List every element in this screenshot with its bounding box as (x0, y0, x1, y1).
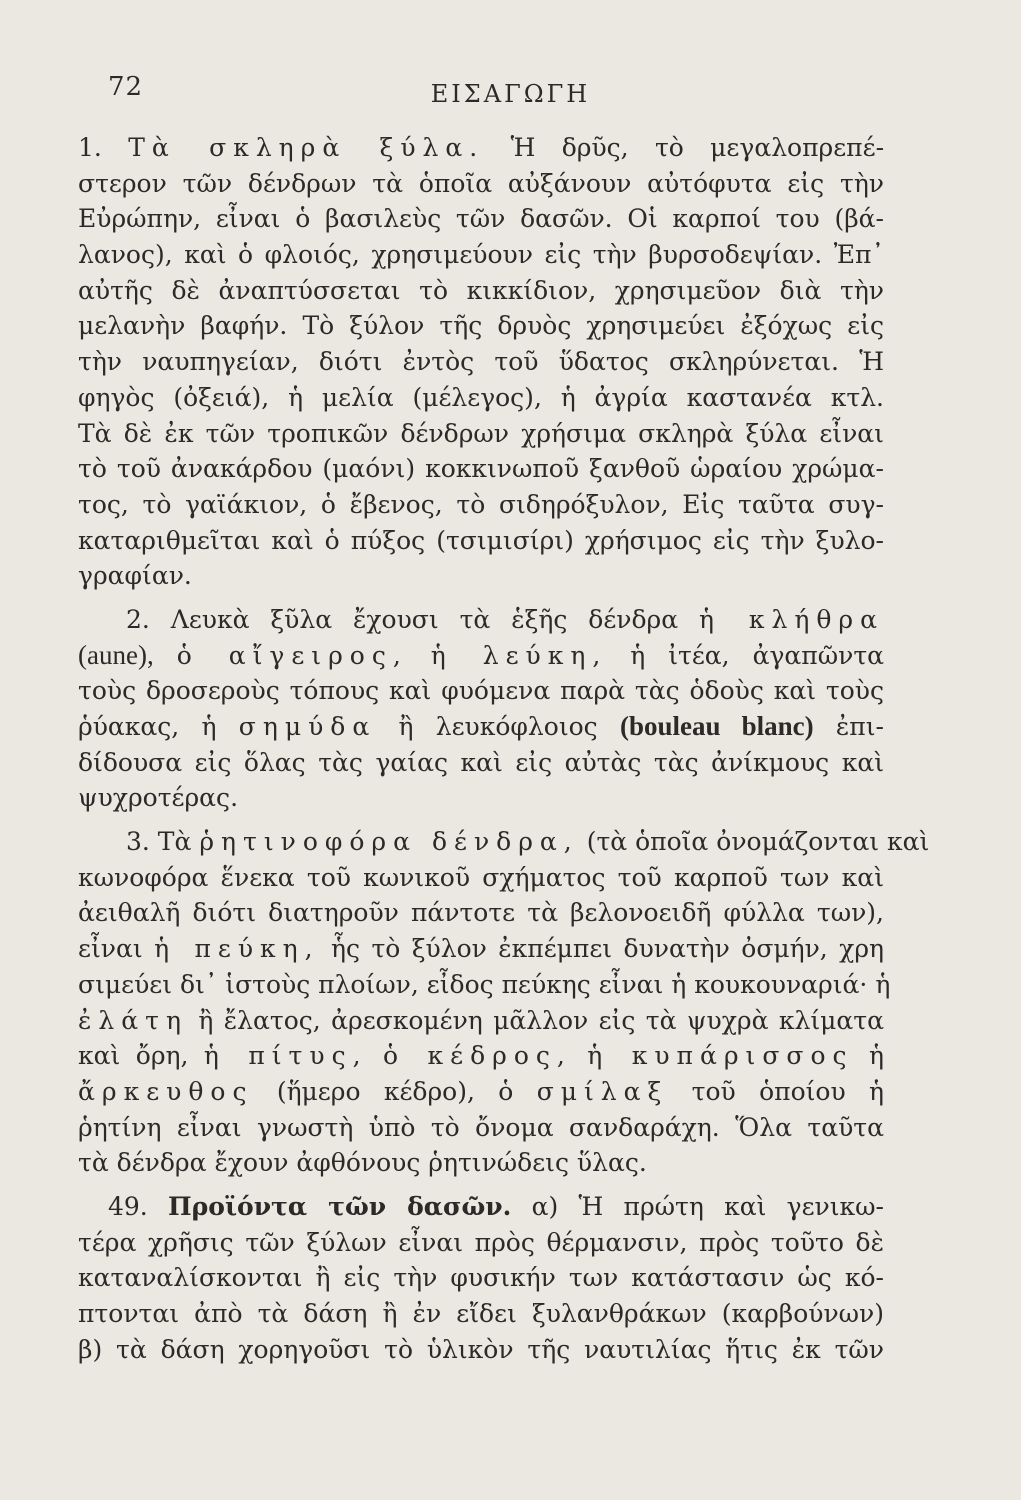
line-text: ἧς τὸ ξύλον ἐκπέμπει δυνατὴν ὀσμήν, χρη (331, 934, 885, 964)
spaced-term: ἄρκευθος (78, 1076, 254, 1106)
text-line (78, 602, 884, 638)
spaced-term: ἡ λεύκη, (430, 640, 608, 670)
text-line: στερον τῶν δένδρων τὰ ὁποῖα αὐξάνουν αὐτόφυτα εἰς τὴν (78, 168, 884, 198)
text-line (78, 931, 884, 967)
text-line: κωνοφόρα ἕνεκα τοῦ κωνικοῦ σχήματος τοῦ καρποῦ των καὶ (78, 862, 884, 892)
spaced-term: Τὰ σκληρὰ ξύλα. (128, 133, 485, 162)
line-text: ἢ λευκόφλοιος (398, 712, 598, 741)
text-line (78, 1074, 884, 1110)
spaced-term: ἡ πίτυς, (203, 1041, 368, 1071)
line-text: ἡ ἰτέα, ἀγαπῶντα (630, 640, 885, 670)
latin-term: (bouleau blanc) (619, 711, 814, 741)
text-line: Τὰ δὲ ἐκ τῶν τροπικῶν δένδρων χρήσιμα σκληρὰ ξύλα εἶναι (78, 418, 884, 448)
line-text: τοῦ ὁποίου ἡ (691, 1076, 885, 1106)
line-text: ἢ ἔλατος, ἀρεσκομένη μᾶλλον εἰς τὰ ψυχρὰ κλίματα (198, 1005, 884, 1035)
spaced-term: ῥητινοφόρα δένδρα, (199, 827, 579, 857)
text-line: τος, τὸ γαϊάκιον, ὁ ἔβενος, τὸ σιδηρόξυλον, Εἰς ταῦτα συγ- (78, 489, 884, 519)
latin-term: (aune), (78, 639, 154, 670)
line-text: ῥύακας, ἡ (78, 712, 217, 741)
text-line (78, 1189, 884, 1225)
line-text: (τὰ ὁποῖα ὀνομάζονται καὶ (586, 827, 930, 857)
text-line (78, 638, 884, 674)
line-text: 2. Λευκὰ ξῦλα ἔχουσι τὰ ἑξῆς δένδρα (126, 604, 679, 634)
text-line: Εὐρώπην, εἶναι ὁ βασιλεὺς τῶν δασῶν. Οἱ καρποί του (βά- (78, 204, 884, 234)
text-line: δίδουσα εἰς ὅλας τὰς γαίας καὶ εἰς αὐτὰς τὰς ἀνίκμους καὶ (78, 747, 884, 777)
text-line: καταναλίσκονται ἢ εἰς τὴν φυσικήν των κατάστασιν ὡς κό- (78, 1263, 884, 1293)
text-line: αὐτῆς δὲ ἀναπτύσσεται τὸ κικκίδιον, χρησιμεῦον διὰ τὴν (78, 275, 884, 305)
spaced-term: σμίλαξ (536, 1076, 669, 1106)
line-text: ἡ (868, 1041, 884, 1071)
text-line: μελανὴν βαφήν. Τὸ ξύλον τῆς δρυὸς χρησιμεύει ἐξόχως εἰς (78, 311, 884, 341)
text-line: β) τὰ δάση χορηγοῦσι τὸ ὑλικὸν τῆς ναυτιλίας ἥτις ἐκ τῶν (78, 1334, 884, 1364)
line-text: καὶ ὄρη, (78, 1041, 189, 1071)
text-line: ῥητίνη εἶναι γνωστὴ ὑπὸ τὸ ὄνομα σανδαράχη. Ὅλα ταῦτα (78, 1112, 884, 1142)
text-line: ψυχροτέρας. (78, 783, 239, 813)
page-number: 72 (108, 72, 144, 102)
spaced-term: ὁ αἴγειρος, (176, 640, 408, 670)
item-number: 1. (78, 133, 102, 162)
text-line: γραφίαν. (78, 561, 192, 591)
line-text: (ἥμερο κέδρο), ὁ (276, 1076, 514, 1106)
spaced-term: ἡ πεύκη, (154, 934, 320, 964)
text-line: τέρα χρῆσις τῶν ξύλων εἶναι πρὸς θέρμανσιν, πρὸς τοῦτο δὲ (78, 1227, 884, 1257)
section-heading: Προϊόντα τῶν δασῶν. (168, 1191, 512, 1221)
text-line: τὸ τοῦ ἀνακάρδου (μαόνι) κοκκινωποῦ ξανθοῦ ὡραίου χρώμα- (78, 454, 884, 484)
spaced-term: ἐλάτη (78, 1005, 188, 1035)
spaced-term: σημύδα (238, 712, 377, 741)
text-line (78, 130, 884, 166)
text-line: καταριθμεῖται καὶ ὁ πύξος (τσιμισίρι) χρήσιμος εἰς τὴν ξυλο- (78, 525, 884, 555)
text-line: πτονται ἀπὸ τὰ δάση ἢ ἐν εἴδει ξυλανθράκων (καρβούνων) (78, 1299, 884, 1328)
line-text: α) Ἡ πρώτη καὶ γενικω- (531, 1191, 885, 1221)
spaced-term: ὁ κέδρος, (382, 1041, 572, 1071)
text-line (78, 709, 884, 745)
section-number: 49. (108, 1191, 148, 1221)
line-text: ἐπι- (835, 712, 884, 741)
line-text: 3. Τὰ (126, 827, 192, 857)
running-head: ΕΙΣΑΓΩΓΗ (430, 80, 591, 108)
text-line (78, 824, 930, 860)
text-line: λανος), καὶ ὁ φλοιός, χρησιμεύουν εἰς τὴν βυρσοδεψίαν. Ἐπ᾽ (78, 240, 884, 270)
text-line: φηγὸς (ὀξειά), ἡ μελία (μέλεγος), ἡ ἀγρία καστανέα κτλ. (78, 382, 884, 412)
line-text: Ἡ δρῦς, τὸ μεγαλοπρεπέ- (510, 133, 885, 162)
spaced-term: ἡ κυπάρισσος (587, 1041, 854, 1071)
text-line: τὰ δένδρα ἔχουν ἀφθόνους ῥητινώδεις ὕλας. (78, 1148, 647, 1178)
page-body (78, 130, 930, 1367)
spaced-term: ἡ κλήθρα (699, 604, 884, 634)
text-line: τὴν ναυπηγείαν, διότι ἐντὸς τοῦ ὕδατος σκληρύνεται. Ἡ (78, 347, 884, 377)
text-line (78, 1003, 884, 1039)
text-line: σιμεύει δι᾽ ἱστοὺς πλοίων, εἶδος πεύκης εἶναι ἡ κουκουναριά· ἡ (78, 969, 891, 999)
text-line (78, 1038, 884, 1074)
text-line: τοὺς δροσεροὺς τόπους καὶ φυόμενα παρὰ τὰς ὁδοὺς καὶ τοὺς (78, 676, 884, 706)
text-line: ἀειθαλῆ διότι διατηροῦν πάντοτε τὰ βελονοειδῆ φύλλα των), (78, 898, 884, 928)
line-text: εἶναι (78, 934, 143, 964)
